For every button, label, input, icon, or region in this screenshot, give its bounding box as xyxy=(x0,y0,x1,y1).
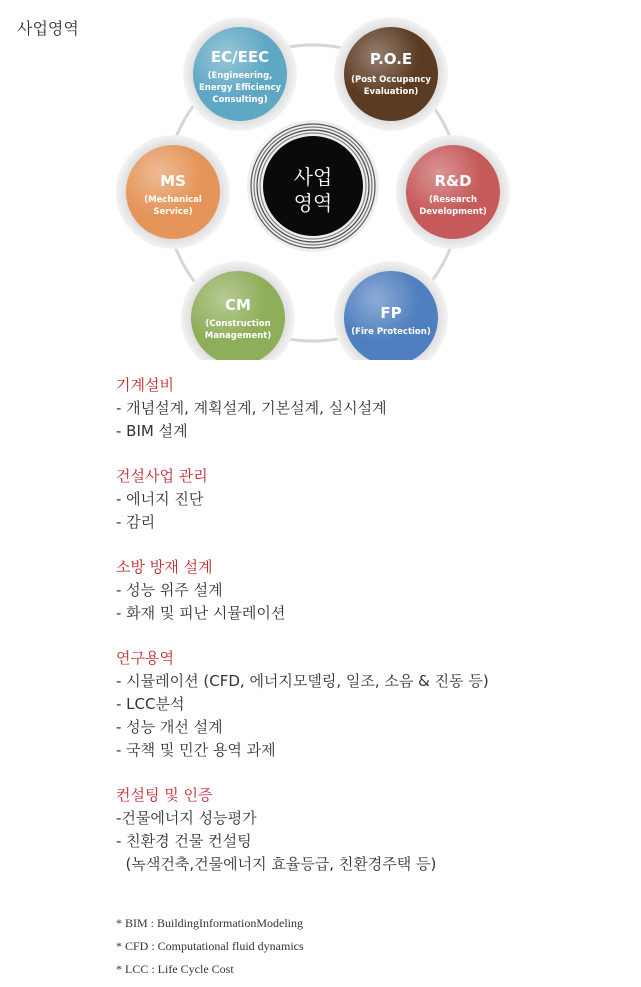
node-title: CM xyxy=(225,296,251,314)
node-sub: Consulting) xyxy=(212,95,268,105)
section-line: - 시뮬레이션 (CFD, 에너지모델링, 일조, 소음 & 진동 등) xyxy=(116,672,489,690)
node-title: FP xyxy=(380,304,402,322)
node-title: R&D xyxy=(434,172,472,190)
node-title: EC/EEC xyxy=(210,48,270,66)
node-title: MS xyxy=(160,172,186,190)
node-sub: (Engineering, xyxy=(207,71,273,81)
node-sub: Management) xyxy=(204,331,272,341)
section-construction-management xyxy=(116,465,616,534)
footnote-cfd: * CFD : Computational fluid dynamics xyxy=(116,939,304,953)
section-research xyxy=(116,647,616,762)
center-text-2: 영역 xyxy=(293,191,333,215)
footnote-lcc: * LCC : Life Cycle Cost xyxy=(116,962,234,976)
node-ec-eec xyxy=(183,17,297,131)
section-title: 소방 방재 설계 xyxy=(116,558,213,576)
section-line: - 에너지 진단 xyxy=(116,490,204,508)
section-line: -건물에너지 성능평가 xyxy=(116,809,257,827)
section-line: - 화재 및 피난 시뮬레이션 xyxy=(116,604,286,622)
node-ms xyxy=(116,135,230,249)
section-title: 연구용역 xyxy=(116,649,174,667)
node-sub: (Construction xyxy=(205,319,271,329)
node-sub: Development) xyxy=(419,207,487,217)
section-title: 건설사업 관리 xyxy=(116,467,208,485)
node-sub: Evaluation) xyxy=(363,87,419,97)
section-line: - BIM 설계 xyxy=(116,422,188,440)
section-title: 컨설팅 및 인증 xyxy=(116,786,213,804)
section-line: - 친환경 건물 컨설팅 xyxy=(116,832,252,850)
node-cm xyxy=(181,261,295,360)
center-circle xyxy=(247,120,379,252)
section-line: - 감리 xyxy=(116,513,156,531)
section-line: (녹색건축,건물에너지 효율등급, 친환경주택 등) xyxy=(116,855,437,873)
node-sub: (Post Occupancy xyxy=(351,75,431,85)
node-rd xyxy=(396,135,510,249)
node-fp xyxy=(334,261,448,360)
node-sub: (Mechanical xyxy=(144,195,202,205)
node-sub: Service) xyxy=(153,207,193,217)
section-mechanical xyxy=(116,374,616,443)
section-line: - 개념설계, 계획설계, 기본설계, 실시설계 xyxy=(116,399,387,417)
section-line: - 성능 개선 설계 xyxy=(116,718,223,736)
section-line: - LCC분석 xyxy=(116,695,185,713)
section-line: - 성능 위주 설계 xyxy=(116,581,223,599)
node-sub: (Fire Protection) xyxy=(351,327,431,337)
section-title: 기계설비 xyxy=(116,376,174,394)
node-title: P.O.E xyxy=(369,50,413,68)
section-fire-protection xyxy=(116,556,616,625)
footnote-bim: * BIM : BuildingInformationModeling xyxy=(116,916,303,930)
business-area-diagram xyxy=(0,0,641,360)
footnotes xyxy=(116,912,304,981)
node-poe xyxy=(334,17,448,131)
business-sections xyxy=(116,374,616,898)
node-sub: Energy Efficiency xyxy=(198,83,282,93)
page-title: 사업영역 xyxy=(17,19,79,38)
section-line: - 국책 및 민간 용역 과제 xyxy=(116,741,276,759)
section-consulting xyxy=(116,784,616,876)
center-text-1: 사업 xyxy=(293,165,333,189)
node-sub: (Research xyxy=(428,195,478,205)
